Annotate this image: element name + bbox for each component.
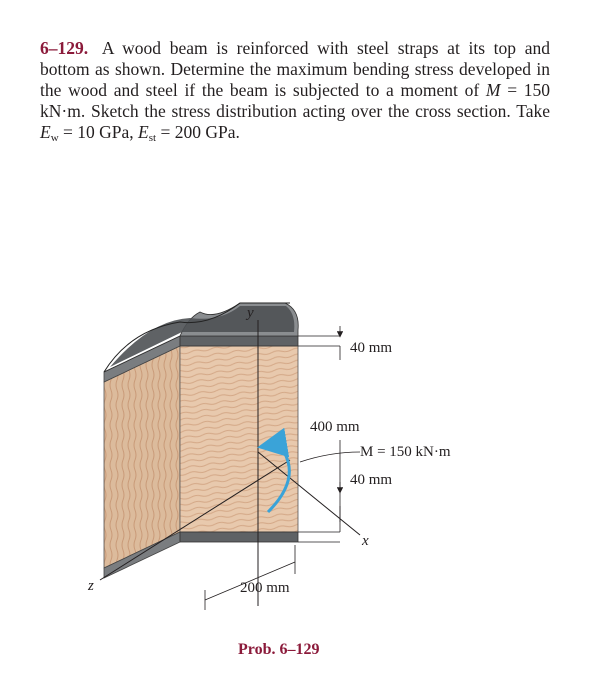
- problem-text-1: A wood beam is reinforced with steel straps at its top and bottom as shown. Determine the maximum bending stress developed in the wood and steel if the beam is subjected to a moment of: [40, 38, 550, 100]
- label-axis-x: x: [362, 533, 369, 549]
- label-axis-y: y: [247, 305, 254, 321]
- steel-front-bottom: [180, 532, 298, 542]
- problem-text-2: Sketch the stress distribution acting over the cross section. Take: [90, 101, 550, 121]
- wood-front-face: [180, 346, 298, 532]
- moment-symbol: M: [485, 80, 501, 100]
- label-moment: M = 150 kN·m: [360, 444, 451, 460]
- problem-number: 6–129.: [40, 38, 89, 58]
- moment-value: = 150 kN·m.: [40, 80, 551, 121]
- steel-front-top: [180, 336, 298, 346]
- label-axis-z: z: [88, 578, 94, 594]
- ew-symbol: E: [40, 122, 51, 142]
- figure-caption: Prob. 6–129: [238, 641, 320, 658]
- est-value: = 200 GPa.: [160, 122, 240, 142]
- ew-value: = 10 GPa,: [63, 122, 134, 142]
- est-symbol: E: [138, 122, 149, 142]
- label-dim-top: 40 mm: [350, 340, 393, 356]
- label-dim-wood: 400 mm: [310, 419, 360, 435]
- est-subscript: st: [148, 132, 157, 144]
- wood-side-face: [104, 346, 180, 568]
- ew-subscript: w: [50, 132, 59, 144]
- label-dim-bottom: 40 mm: [350, 472, 393, 488]
- label-dim-width: 200 mm: [240, 580, 290, 596]
